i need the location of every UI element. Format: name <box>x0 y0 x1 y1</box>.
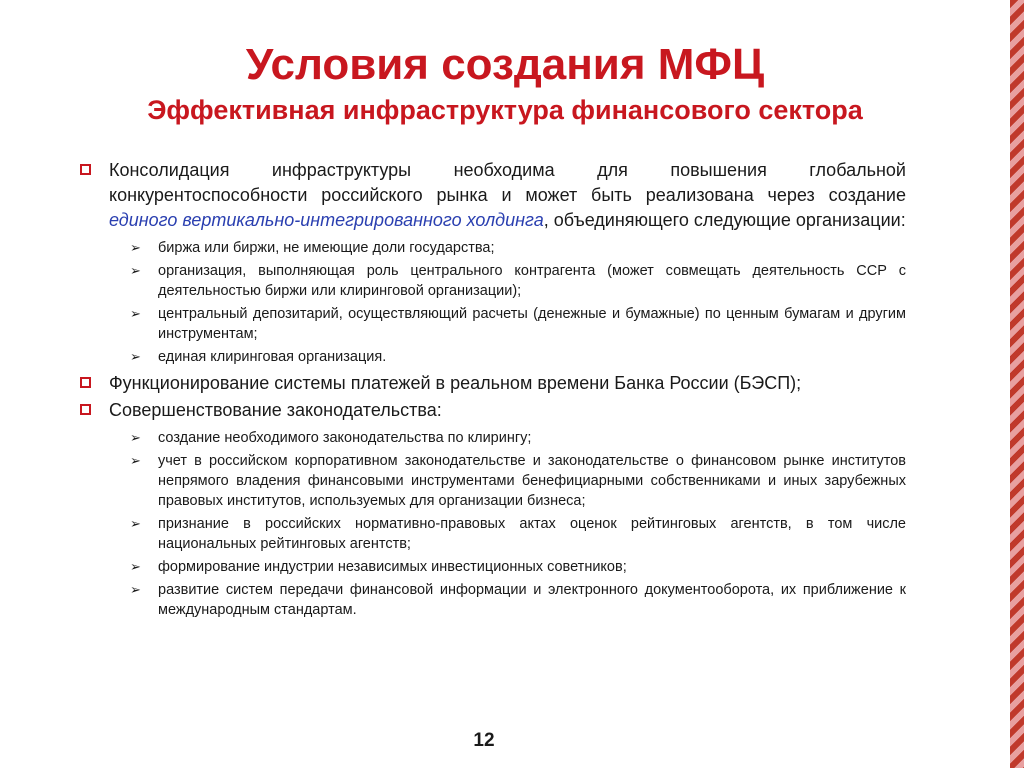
sub-list-item: ➢ создание необходимого законодательства по клирингу; <box>130 430 532 446</box>
page-number: 12 <box>473 730 495 751</box>
arrow-bullet-icon: ➢ <box>130 453 141 468</box>
slide-title: Условия создания МФЦ <box>245 40 765 89</box>
square-bullet-icon <box>80 164 91 175</box>
decorative-side-stripe <box>1010 0 1024 768</box>
sub-list-item: ➢ учет в российском корпоративном законодательстве и законодательстве о финансовом рынке институтов непрямого владения финансовыми инструментами бенефициарными собственниками и иных зарубежных правовых институтов, используемых для организации бизнеса; <box>130 453 906 509</box>
sublist-organizations <box>80 238 906 367</box>
arrow-bullet-icon: ➢ <box>130 559 141 574</box>
list-item-consolidation <box>80 158 906 233</box>
sub-list-item: ➢ единая клиринговая организация. <box>130 349 387 365</box>
sublist-legislation <box>80 428 906 620</box>
item-text: Совершенствование законодательства: <box>109 400 442 420</box>
sub-list-item: ➢ признание в российских нормативно-правовых актах оценок рейтинговых агентств, в том числе национальных рейтинговых агентств; <box>130 516 906 552</box>
list-item-payments <box>80 371 906 396</box>
arrow-bullet-icon: ➢ <box>130 516 141 531</box>
arrow-bullet-icon: ➢ <box>130 306 141 321</box>
arrow-bullet-icon: ➢ <box>130 240 141 255</box>
square-bullet-icon <box>80 404 91 415</box>
item-text: Консолидация инфраструктуры необходима для повышения глобальной конкурентоспособности российского рынка и может быть реализована через создание <box>109 160 906 205</box>
sub-list-item: ➢ биржа или биржи, не имеющие доли государства; <box>130 240 495 256</box>
square-bullet-icon <box>80 377 91 388</box>
arrow-bullet-icon: ➢ <box>130 582 141 597</box>
arrow-bullet-icon: ➢ <box>130 430 141 445</box>
item-text: , объединяющего следующие организации: <box>543 210 906 230</box>
item-text: Функционирование системы платежей в реальном времени Банка России (БЭСП); <box>109 373 802 393</box>
slide-subtitle: Эффективная инфраструктура финансового сектора <box>147 95 863 125</box>
sub-list-item: ➢ формирование индустрии независимых инвестиционных советников; <box>130 559 627 575</box>
sub-list-item: ➢ организация, выполняющая роль центрального контрагента (может совмещать деятельность ССР с деятельностью биржи или клиринговой организации); <box>130 263 906 299</box>
sub-list-item: ➢ развитие систем передачи финансовой информации и электронного документооборота, их приближение к международным стандартам. <box>130 582 906 618</box>
emphasis-text: единого вертикально-интегрированного холдинга <box>109 210 544 230</box>
arrow-bullet-icon: ➢ <box>130 349 141 364</box>
sub-list-item: ➢ центральный депозитарий, осуществляющий расчеты (денежные и бумажные) по ценным бумагам и другим инструментам; <box>130 306 906 342</box>
slide-content <box>80 158 906 624</box>
arrow-bullet-icon: ➢ <box>130 263 141 278</box>
list-item-legislation <box>80 398 906 423</box>
